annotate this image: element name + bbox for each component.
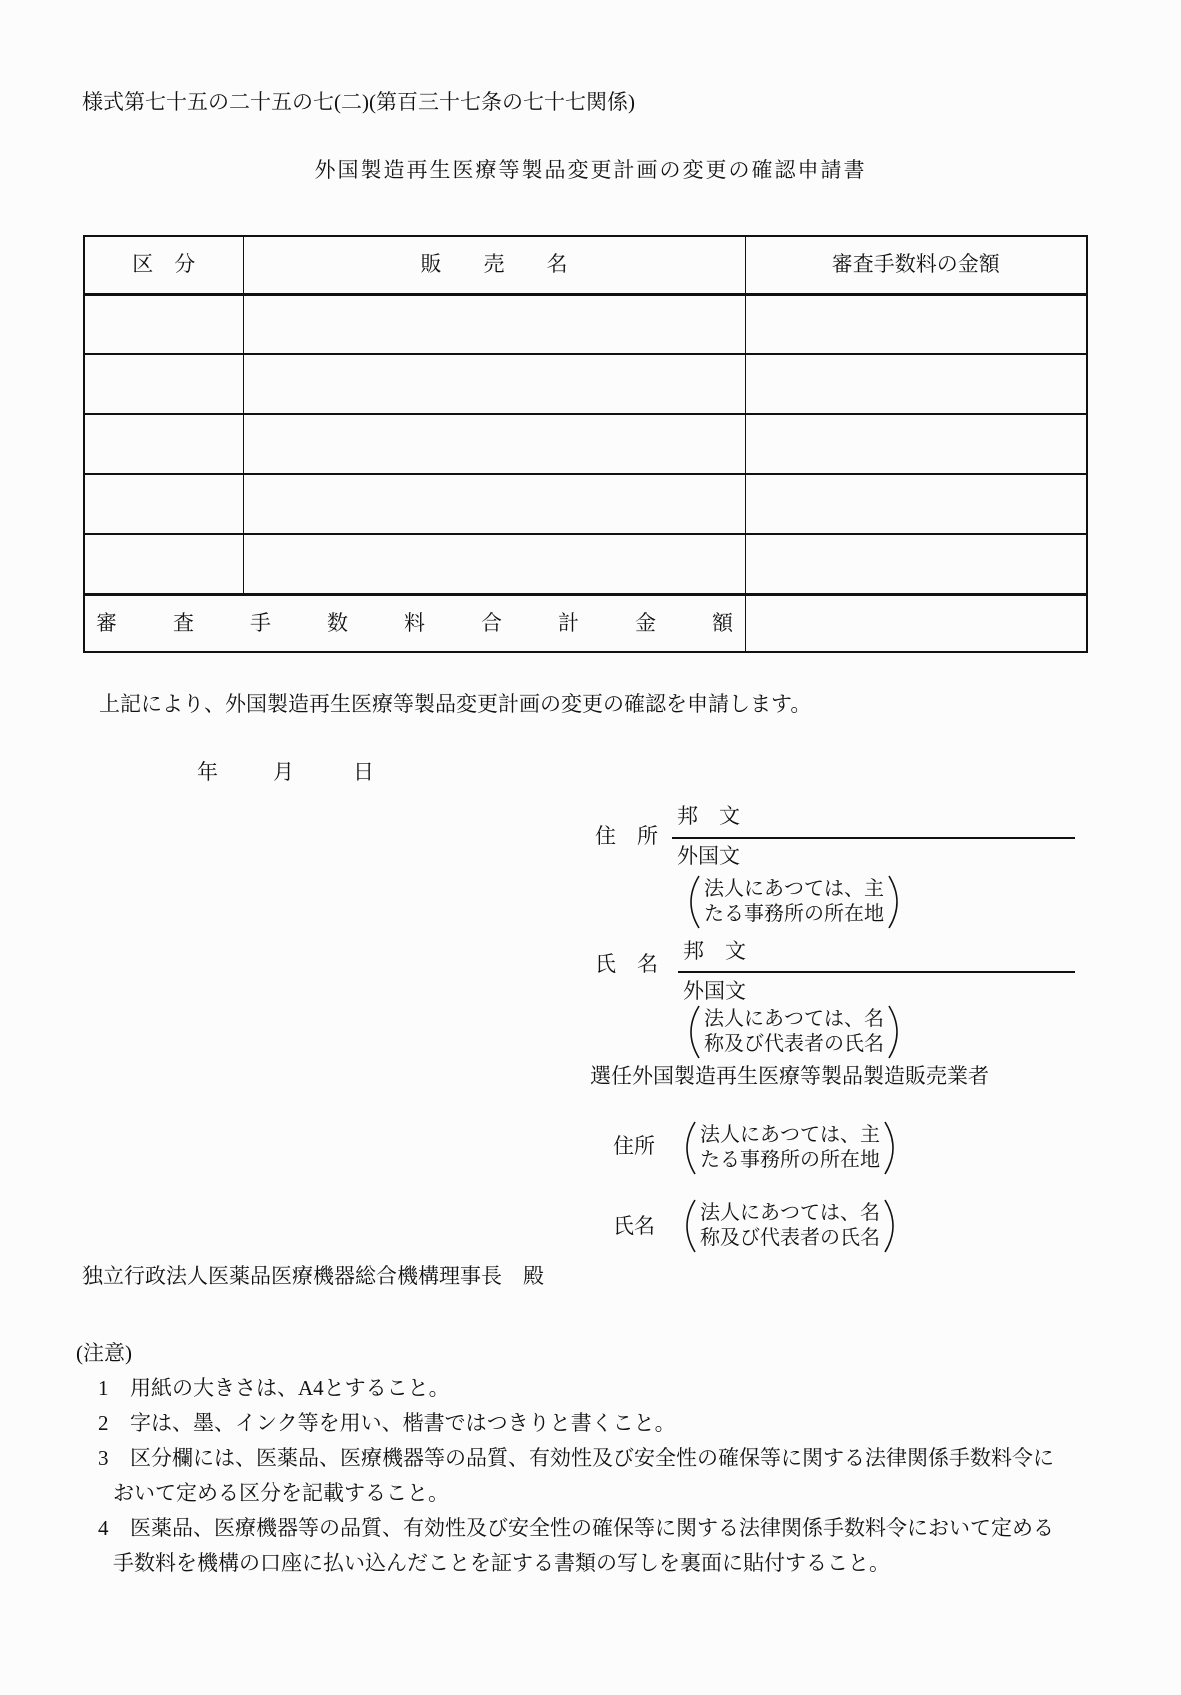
table-row bbox=[84, 294, 1087, 354]
note-number: 3 bbox=[98, 1446, 109, 1470]
note-item bbox=[76, 1511, 1126, 1581]
right-paren-icon bbox=[887, 874, 900, 930]
corporate-note-line: 法人にあつては、主 bbox=[700, 1124, 880, 1146]
table-row bbox=[84, 534, 1087, 594]
note-line: 用紙の大きさは、A4とすること。 bbox=[130, 1376, 450, 1400]
left-paren-icon bbox=[684, 1120, 697, 1176]
date-month-label: 月 bbox=[273, 760, 294, 784]
brand-name-cell bbox=[243, 534, 745, 594]
applicant-name-corporate-note bbox=[688, 1004, 900, 1060]
total-label-cell bbox=[84, 594, 745, 652]
name-domestic-script-label: 邦 文 bbox=[683, 939, 746, 963]
note-line: おいて定める区分を記載すること。 bbox=[113, 1481, 449, 1505]
page-title: 外国製造再生医療等製品変更計画の変更の確認申請書 bbox=[314, 158, 867, 182]
fee-total-row bbox=[84, 594, 1087, 652]
note-number: 4 bbox=[98, 1516, 109, 1540]
addressee-line: 独立行政法人医薬品医療機器総合機構理事長 殿 bbox=[82, 1264, 544, 1288]
category-cell bbox=[84, 534, 243, 594]
fee-amount-cell bbox=[745, 474, 1087, 534]
address-domestic-script-label: 邦 文 bbox=[677, 804, 740, 828]
notes-section bbox=[76, 1336, 1126, 1581]
fee-amount-cell bbox=[745, 414, 1087, 474]
note-number: 2 bbox=[98, 1411, 109, 1435]
address-foreign-script-label: 外国文 bbox=[677, 844, 740, 868]
date-year-label: 年 bbox=[197, 760, 218, 784]
left-paren-icon bbox=[688, 874, 701, 930]
applicant-address-label: 住 所 bbox=[595, 824, 658, 848]
corporate-note-line: 称及び代表者の氏名 bbox=[700, 1227, 880, 1249]
brand-name-cell bbox=[243, 294, 745, 354]
brand-name-cell bbox=[243, 474, 745, 534]
corporate-note-line: 称及び代表者の氏名 bbox=[704, 1033, 884, 1055]
category-cell bbox=[84, 414, 243, 474]
marketer-name-label: 氏名 bbox=[613, 1214, 655, 1238]
category-cell bbox=[84, 474, 243, 534]
application-statement: 上記により、外国製造再生医療等製品変更計画の変更の確認を申請します。 bbox=[99, 692, 812, 716]
header-cell-brand-name: 販 売 名 bbox=[243, 236, 745, 294]
corporate-note-line: 法人にあつては、主 bbox=[704, 878, 884, 900]
corporate-note-line: たる事務所の所在地 bbox=[700, 1149, 880, 1171]
right-paren-icon bbox=[887, 1004, 900, 1060]
notes-heading: (注意) bbox=[76, 1341, 132, 1365]
note-line: 医薬品、医療機器等の品質、有効性及び安全性の確保等に関する法律関係手数料令において定める bbox=[130, 1516, 1054, 1540]
table-row bbox=[84, 474, 1087, 534]
fee-amount-cell bbox=[745, 294, 1087, 354]
note-line: 手数料を機構の口座に払い込んだことを証する書類の写しを裏面に貼付すること。 bbox=[113, 1551, 890, 1575]
note-item bbox=[76, 1441, 1126, 1511]
corporate-note-line: 法人にあつては、名 bbox=[700, 1202, 880, 1224]
header-cell-fee-amount: 審査手数料の金額 bbox=[745, 236, 1087, 294]
marketer-address-corporate-note bbox=[684, 1120, 896, 1176]
applicant-address-corporate-note bbox=[688, 874, 900, 930]
brand-name-cell bbox=[243, 414, 745, 474]
header-cell-category: 区 分 bbox=[84, 236, 243, 294]
total-label: 審査手数料合計金額 bbox=[96, 610, 733, 635]
corporate-note-line: 法人にあつては、名 bbox=[704, 1008, 884, 1030]
note-item bbox=[76, 1406, 1126, 1441]
note-item bbox=[76, 1371, 1126, 1406]
note-line: 区分欄には、医薬品、医療機器等の品質、有効性及び安全性の確保等に関する法律関係手数料令に bbox=[130, 1446, 1054, 1470]
category-cell bbox=[84, 354, 243, 414]
fee-table bbox=[83, 235, 1088, 653]
date-day-label: 日 bbox=[353, 760, 374, 784]
address-write-line bbox=[672, 837, 1075, 839]
left-paren-icon bbox=[684, 1198, 697, 1254]
selected-marketer-heading: 選任外国製造再生医療等製品製造販売業者 bbox=[590, 1064, 989, 1088]
note-line: 字は、墨、インク等を用い、楷書ではつきりと書くこと。 bbox=[130, 1411, 676, 1435]
table-row bbox=[84, 354, 1087, 414]
table-row bbox=[84, 414, 1087, 474]
form-number: 様式第七十五の二十五の七(二)(第百三十七条の七十七関係) bbox=[82, 90, 635, 114]
brand-name-cell bbox=[243, 354, 745, 414]
left-paren-icon bbox=[688, 1004, 701, 1060]
fee-amount-cell bbox=[745, 354, 1087, 414]
total-value-cell bbox=[745, 594, 1087, 652]
name-foreign-script-label: 外国文 bbox=[683, 979, 746, 1003]
corporate-note-line: たる事務所の所在地 bbox=[704, 903, 884, 925]
applicant-name-label: 氏 名 bbox=[595, 952, 658, 976]
right-paren-icon bbox=[883, 1120, 896, 1176]
marketer-name-corporate-note bbox=[684, 1198, 896, 1254]
fee-table-header-row bbox=[84, 236, 1087, 294]
note-number: 1 bbox=[98, 1376, 109, 1400]
fee-amount-cell bbox=[745, 534, 1087, 594]
marketer-address-label: 住所 bbox=[613, 1134, 655, 1158]
name-write-line bbox=[678, 971, 1075, 973]
right-paren-icon bbox=[883, 1198, 896, 1254]
category-cell bbox=[84, 294, 243, 354]
